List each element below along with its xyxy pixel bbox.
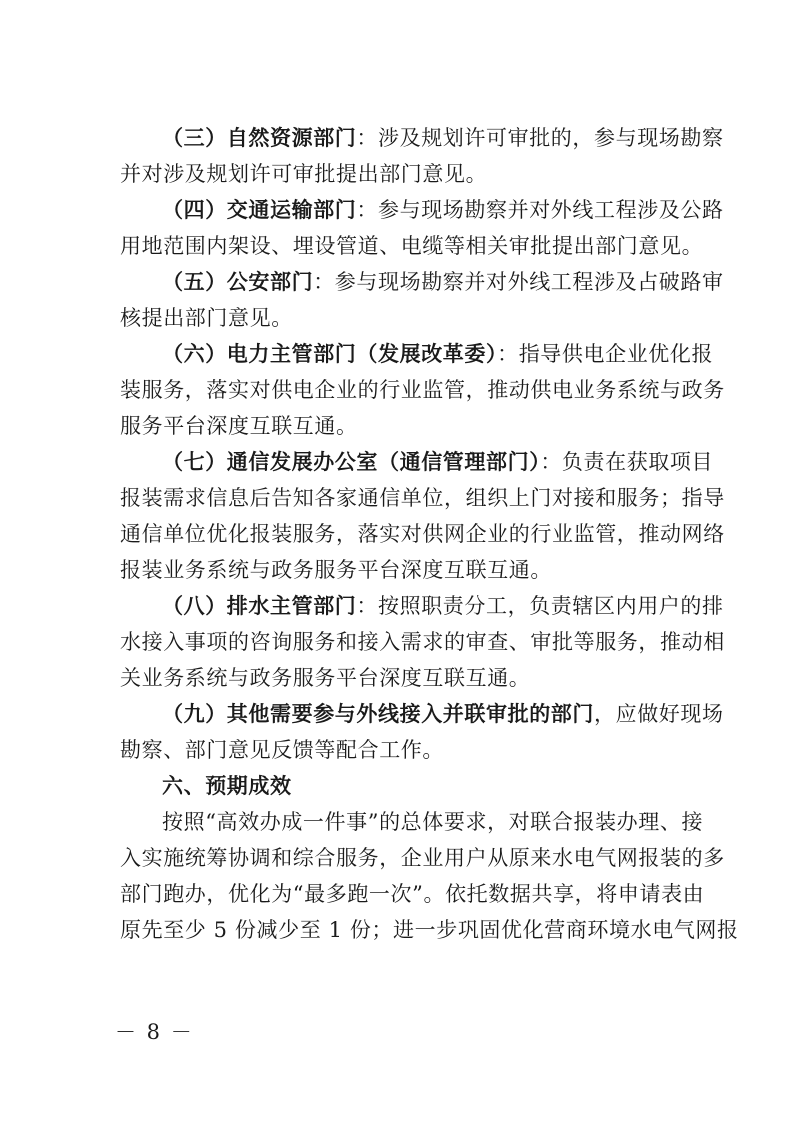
text-line (120, 336, 714, 372)
line-text: ，应做好现场 (594, 702, 724, 726)
paragraph-lead: （三）自然资源部门 (162, 126, 357, 150)
section-heading-expected-results (120, 768, 692, 804)
text-line (120, 444, 714, 480)
text-line: 并对涉及规划许可审批提出部门意见。 (120, 162, 488, 186)
text-line: 原先至少 5 份减少至 1 份；进一步巩固优化营商环境水电气网报 (120, 918, 739, 942)
section-heading: 六、预期成效 (162, 774, 292, 798)
document-body (120, 120, 739, 948)
paragraph-communications (120, 444, 725, 588)
text-line: 入实施统筹协调和综合服务，企业用户从原来水电气网报装的多 (120, 846, 725, 870)
text-line: 核提出部门意见。 (120, 306, 293, 330)
line-text: ：按照职责分工，负责辖区内用户的排 (356, 594, 724, 618)
text-line: 报装业务系统与政务服务平台深度互联互通。 (120, 558, 552, 582)
paragraph-transport (120, 192, 724, 264)
text-line: 按照“高效办成一件事”的总体要求，对联合报装办理、接 (162, 810, 704, 834)
paragraph-natural-resources (120, 120, 724, 192)
line-text: ：参与现场勘察并对外线工程涉及公路 (356, 198, 724, 222)
line-text: ：涉及规划许可审批的，参与现场勘察 (356, 126, 724, 150)
paragraph-lead: （六）电力主管部门（发展改革委） (162, 342, 498, 366)
paragraph-expected-results (120, 804, 739, 948)
text-line: 通信单位优化报装服务，落实对供网企业的行业监管，推动网络 (120, 522, 725, 546)
paragraph-lead: （四）交通运输部门 (162, 198, 357, 222)
page-number: － 8 － (115, 1020, 194, 1044)
paragraph-lead: （八）排水主管部门 (162, 594, 357, 618)
text-line: 部门跑办，优化为“最多跑一次”。依托数据共享，将申请表由 (120, 882, 705, 906)
paragraph-other-departments (120, 696, 724, 768)
paragraph-power (120, 336, 725, 444)
text-line: 勘察、部门意见反馈等配合工作。 (120, 738, 444, 762)
text-line: 水接入事项的咨询服务和接入需求的审查、审批等服务，推动相 (120, 630, 725, 654)
text-line (120, 696, 724, 732)
text-line (120, 588, 724, 624)
text-line: 服务平台深度互联互通。 (120, 414, 358, 438)
paragraph-lead: （九）其他需要参与外线接入并联审批的部门 (162, 702, 594, 726)
paragraph-lead: （五）公安部门 (162, 270, 314, 294)
paragraph-public-security (120, 264, 724, 336)
paragraph-lead: （七）通信发展办公室（通信管理部门） (162, 450, 541, 474)
text-line: 用地范围内架设、埋设管道、电缆等相关审批提出部门意见。 (120, 234, 704, 258)
line-text: ：指导供电企业优化报 (497, 342, 714, 366)
line-text: ：参与现场勘察并对外线工程涉及占破路审 (313, 270, 724, 294)
paragraph-drainage (120, 588, 725, 696)
line-text: ：负责在获取项目 (540, 450, 714, 474)
text-line (120, 120, 724, 156)
text-line (120, 192, 724, 228)
text-line: 报装需求信息后告知各家通信单位，组织上门对接和服务；指导 (120, 486, 725, 510)
text-line (120, 264, 724, 300)
text-line: 关业务系统与政务服务平台深度互联互通。 (120, 666, 531, 690)
text-line: 装服务，落实对供电企业的行业监管，推动供电业务系统与政务 (120, 378, 725, 402)
